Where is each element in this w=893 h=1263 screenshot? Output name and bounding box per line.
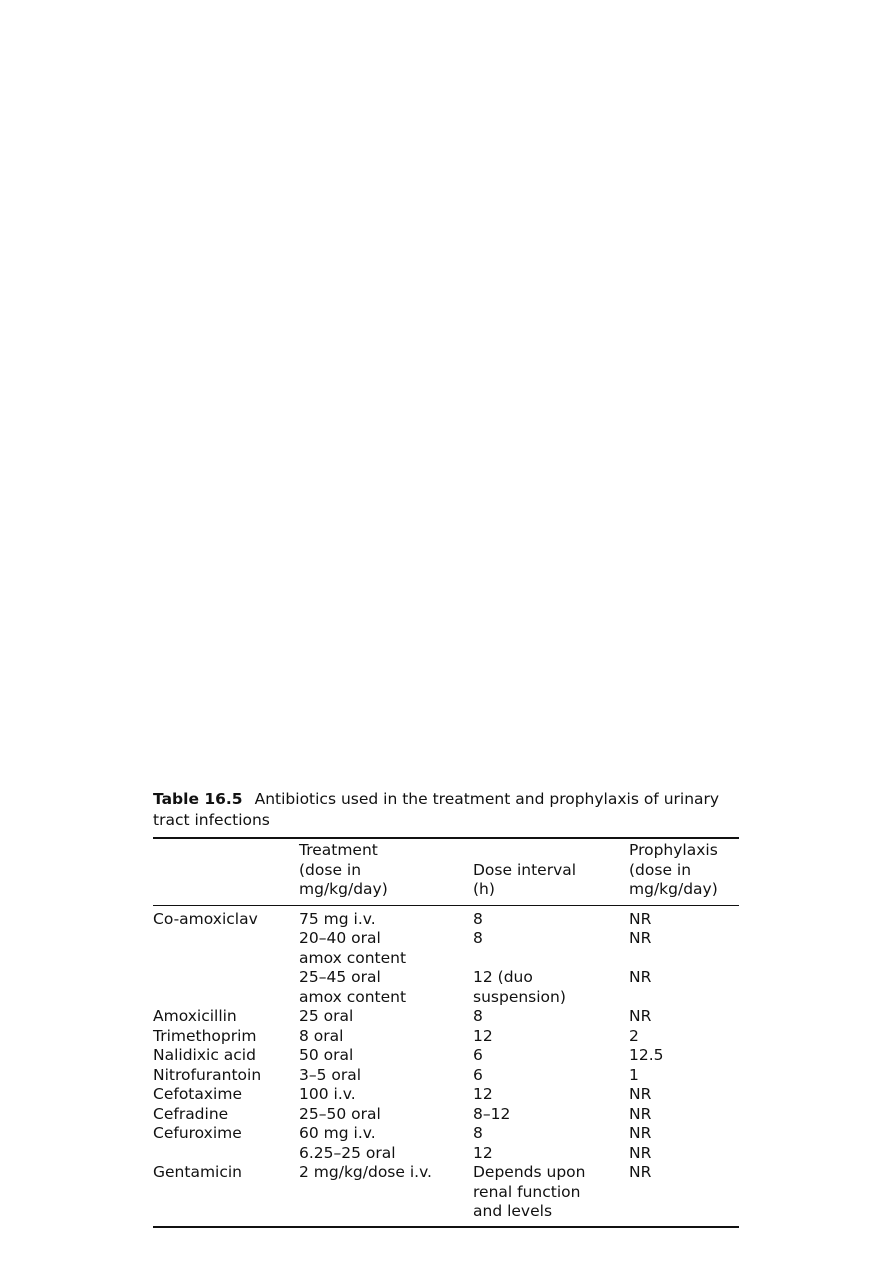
cell-drug: Nitrofurantoin <box>153 1065 262 1084</box>
table-row <box>153 905 739 929</box>
table-header <box>153 838 739 905</box>
table-row <box>153 968 739 1007</box>
cell-dose-interval: 8 <box>473 1007 483 1025</box>
cell-prophylaxis: 1 <box>629 1065 639 1084</box>
table-row <box>153 1144 739 1164</box>
cell-treatment: 60 mg i.v. <box>299 1124 376 1142</box>
header-treatment: Treatment (dose in mg/kg/day) <box>299 838 473 905</box>
table-row <box>153 1105 739 1125</box>
table-caption-text: Antibiotics used in the treatment and prophylaxis of urinary tract infections <box>153 790 720 829</box>
table-row <box>153 1027 739 1047</box>
cell-dose-interval: Depends upon renal function and levels <box>473 1163 586 1220</box>
cell-treatment: 25–45 oral amox content <box>299 968 407 1006</box>
cell-drug: Trimethoprim <box>153 1026 257 1045</box>
cell-treatment: 2 mg/kg/dose i.v. <box>299 1163 432 1181</box>
cell-dose-interval: 8 <box>473 929 483 947</box>
table-row <box>153 1007 739 1027</box>
table-row <box>153 1163 739 1227</box>
cell-drug <box>153 929 299 968</box>
table-caption <box>153 789 739 831</box>
table-row <box>153 1046 739 1066</box>
cell-treatment: 6.25–25 oral <box>299 1143 396 1162</box>
cell-dose-interval: 12 (duo suspension) <box>473 968 566 1006</box>
cell-dose-interval: 12 <box>473 1026 493 1045</box>
cell-prophylaxis: NR <box>629 1124 652 1142</box>
cell-treatment: 20–40 oral amox content <box>299 929 407 967</box>
header-row <box>153 838 739 905</box>
cell-treatment: 25 oral <box>299 1007 354 1025</box>
header-prophylaxis: Prophylaxis (dose in mg/kg/day) <box>629 838 739 905</box>
cell-prophylaxis: NR <box>629 1163 652 1181</box>
cell-dose-interval: 8–12 <box>473 1104 511 1123</box>
cell-prophylaxis: 2 <box>629 1026 639 1045</box>
cell-treatment: 3–5 oral <box>299 1065 362 1084</box>
cell-drug: Co-amoxiclav <box>153 909 258 928</box>
table-row <box>153 929 739 968</box>
cell-drug: Cefuroxime <box>153 1124 242 1142</box>
cell-prophylaxis: NR <box>629 1085 652 1103</box>
cell-treatment: 100 i.v. <box>299 1085 356 1103</box>
cell-treatment: 75 mg i.v. <box>299 909 376 928</box>
antibiotics-table-block <box>153 789 739 1228</box>
table-row <box>153 1066 739 1086</box>
antibiotics-table <box>153 837 739 1228</box>
cell-drug: Cefotaxime <box>153 1085 242 1103</box>
cell-dose-interval: 6 <box>473 1046 483 1064</box>
cell-drug: Gentamicin <box>153 1163 243 1181</box>
cell-prophylaxis: NR <box>629 1104 652 1123</box>
cell-drug <box>153 1144 299 1164</box>
header-dose-interval: Dose interval (h) <box>473 838 629 905</box>
table-caption-label: Table 16.5 <box>153 790 243 808</box>
cell-prophylaxis: 12.5 <box>629 1046 664 1064</box>
table-row <box>153 1124 739 1144</box>
cell-prophylaxis: NR <box>629 1143 652 1162</box>
cell-dose-interval: 8 <box>473 1124 483 1142</box>
cell-dose-interval: 12 <box>473 1085 493 1103</box>
cell-drug <box>153 968 299 1007</box>
cell-prophylaxis: NR <box>629 968 652 986</box>
cell-prophylaxis: NR <box>629 929 652 947</box>
cell-drug: Amoxicillin <box>153 1007 237 1025</box>
cell-dose-interval: 6 <box>473 1065 483 1084</box>
cell-drug: Nalidixic acid <box>153 1046 256 1064</box>
cell-dose-interval: 12 <box>473 1143 493 1162</box>
table-row <box>153 1085 739 1105</box>
cell-treatment: 8 oral <box>299 1026 344 1045</box>
cell-prophylaxis: NR <box>629 909 652 928</box>
table-body <box>153 905 739 1227</box>
header-drug <box>153 838 299 905</box>
cell-prophylaxis: NR <box>629 1007 652 1025</box>
cell-dose-interval: 8 <box>473 909 483 928</box>
cell-treatment: 50 oral <box>299 1046 354 1064</box>
cell-treatment: 25–50 oral <box>299 1104 381 1123</box>
cell-drug: Cefradine <box>153 1104 229 1123</box>
